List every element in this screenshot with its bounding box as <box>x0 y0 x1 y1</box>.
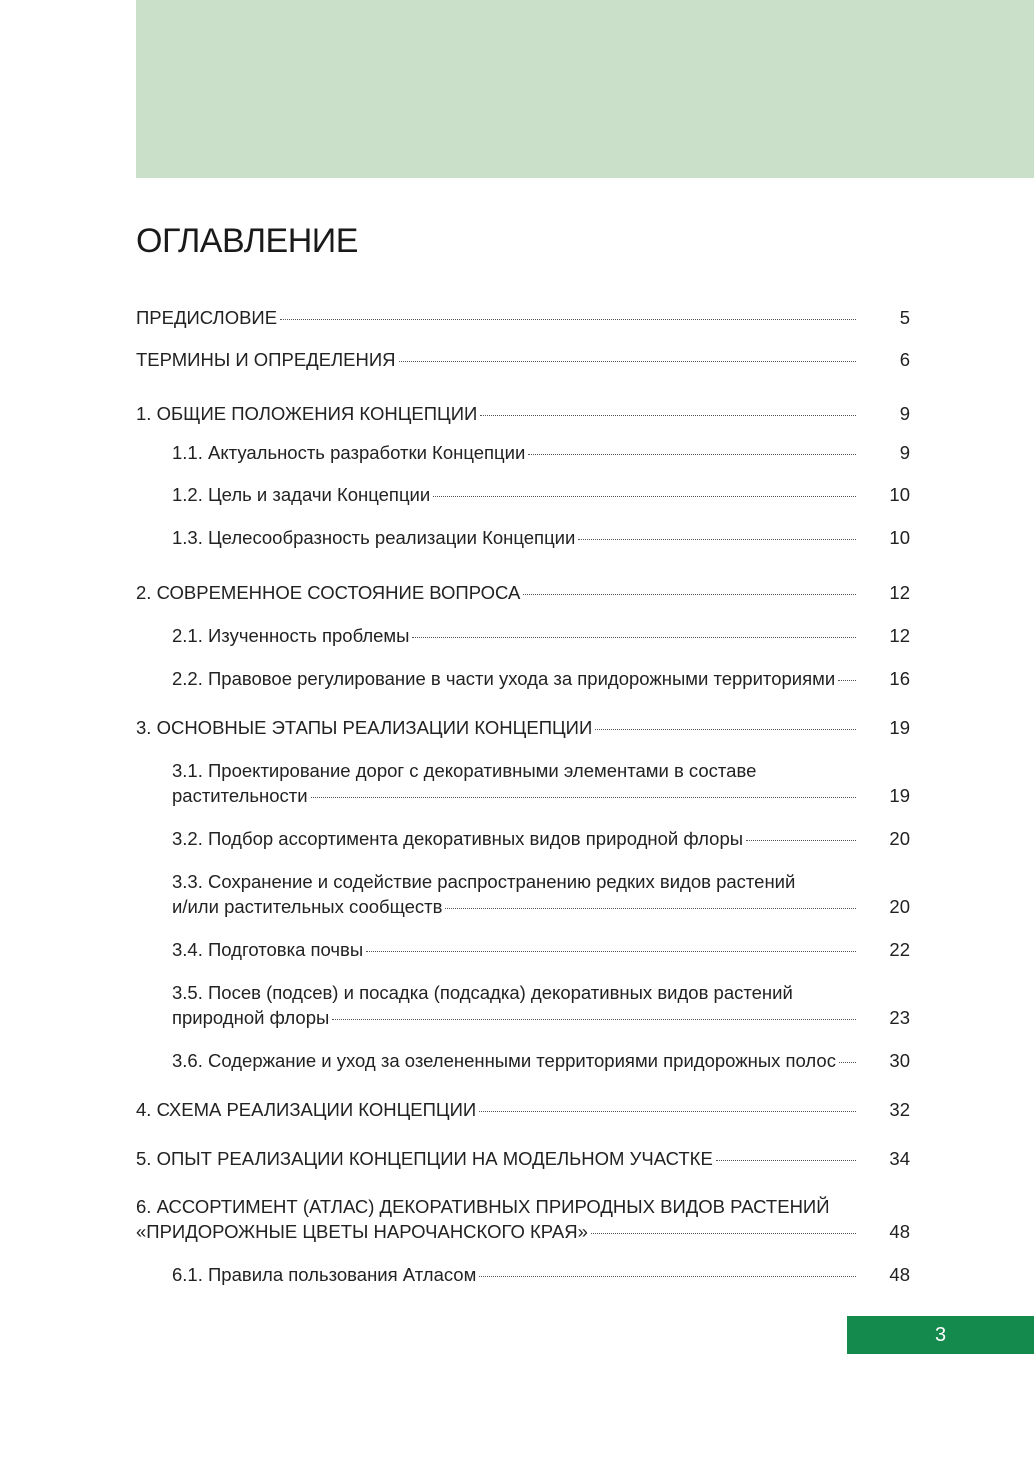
dot-leader <box>479 1276 856 1277</box>
dot-leader <box>479 1111 856 1112</box>
toc-entry-title: 3.6. Содержание и уход за озелененными территориями придорожных полос <box>172 1050 836 1071</box>
toc-entry-page: 20 <box>889 896 910 917</box>
toc-entry-page: 20 <box>889 828 910 849</box>
toc-entry-title: «ПРИДОРОЖНЫЕ ЦВЕТЫ НАРОЧАНСКОГО КРАЯ» <box>136 1221 588 1242</box>
toc-entry-page: 16 <box>889 668 910 689</box>
toc-entry-title: 1.3. Целесообразность реализации Концепции <box>172 527 576 548</box>
toc-entry-page: 10 <box>889 527 910 548</box>
toc-entry-title-line: 3.1. Проектирование дорог с декоративными элементами в составе <box>172 760 757 781</box>
toc-entry-title: растительности <box>172 785 308 806</box>
dot-leader <box>528 454 856 455</box>
toc-entry-title: природной флоры <box>172 1007 330 1028</box>
dot-leader <box>838 680 856 681</box>
dot-leader <box>591 1233 856 1234</box>
toc-entry-title-line: 6. АССОРТИМЕНТ (АТЛАС) ДЕКОРАТИВНЫХ ПРИРОДНЫХ ВИДОВ РАСТЕНИЙ <box>136 1196 830 1217</box>
dot-leader <box>445 908 856 909</box>
toc-entry-page: 23 <box>889 1007 910 1028</box>
toc-entry-page: 10 <box>889 484 910 505</box>
toc-entry-title: 5. ОПЫТ РЕАЛИЗАЦИИ КОНЦЕПЦИИ НА МОДЕЛЬНОМ УЧАСТКЕ <box>136 1148 713 1169</box>
toc-entry-title-line: 3.5. Посев (подсев) и посадка (подсадка) декоративных видов растений <box>172 982 793 1003</box>
dot-leader <box>399 361 856 362</box>
toc-entry-title: 2.1. Изученность проблемы <box>172 625 410 646</box>
toc-entry-page: 32 <box>889 1099 910 1120</box>
toc-entry-page: 6 <box>899 349 910 370</box>
toc-entry-page: 34 <box>889 1148 910 1169</box>
dot-leader <box>366 951 856 952</box>
toc-entry-title: 3. ОСНОВНЫЕ ЭТАПЫ РЕАЛИЗАЦИИ КОНЦЕПЦИИ <box>136 717 593 738</box>
toc-entry-title: 3.2. Подбор ассортимента декоративных видов природной флоры <box>172 828 744 849</box>
toc-entry-page: 19 <box>889 717 910 738</box>
toc-entry-page: 22 <box>889 939 910 960</box>
toc-entry-title: 3.4. Подготовка почвы <box>172 939 364 960</box>
page-number-badge <box>847 1316 1034 1354</box>
toc-entry-page: 12 <box>889 582 910 603</box>
toc-entry-page: 19 <box>889 785 910 806</box>
header-band <box>136 0 1034 178</box>
dot-leader <box>433 496 856 497</box>
toc-entry-title-line: 3.3. Сохранение и содействие распространению редких видов растений <box>172 871 796 892</box>
toc-entry-page: 48 <box>889 1264 910 1285</box>
dot-leader <box>523 594 856 595</box>
toc-entry-title: 2. СОВРЕМЕННОЕ СОСТОЯНИЕ ВОПРОСА <box>136 582 521 603</box>
dot-leader <box>839 1062 856 1063</box>
toc-entry-page: 12 <box>889 625 910 646</box>
dot-leader <box>578 539 856 540</box>
dot-leader <box>311 797 856 798</box>
toc-entry-title: 6.1. Правила пользования Атласом <box>172 1264 477 1285</box>
page-number: 3 <box>934 1323 947 1346</box>
toc-entry-title: 1.1. Актуальность разработки Концепции <box>172 442 526 463</box>
toc-entry-title: 2.2. Правовое регулирование в части ухода за придорожными территориями <box>172 668 836 689</box>
toc-entry-page: 9 <box>899 403 910 424</box>
toc-entry-title: 1.2. Цель и задачи Концепции <box>172 484 431 505</box>
toc-entry-page: 30 <box>889 1050 910 1071</box>
dot-leader <box>332 1019 856 1020</box>
toc-entry-page: 9 <box>899 442 910 463</box>
toc-entry-title: ПРЕДИСЛОВИЕ <box>136 307 278 328</box>
dot-leader <box>716 1160 856 1161</box>
toc-title: ОГЛАВЛЕНИЕ <box>136 222 358 260</box>
dot-leader <box>595 729 856 730</box>
toc-entry-title: ТЕРМИНЫ И ОПРЕДЕЛЕНИЯ <box>136 349 396 370</box>
dot-leader <box>280 319 856 320</box>
toc-entry-page: 48 <box>889 1221 910 1242</box>
dot-leader <box>746 840 856 841</box>
toc-entry-page: 5 <box>899 307 910 328</box>
toc-entry-title: 1. ОБЩИЕ ПОЛОЖЕНИЯ КОНЦЕПЦИИ <box>136 403 478 424</box>
toc-entry-title: и/или растительных сообществ <box>172 896 443 917</box>
toc-entry-title: 4. СХЕМА РЕАЛИЗАЦИИ КОНЦЕПЦИИ <box>136 1099 477 1120</box>
dot-leader <box>480 415 856 416</box>
dot-leader <box>412 637 856 638</box>
